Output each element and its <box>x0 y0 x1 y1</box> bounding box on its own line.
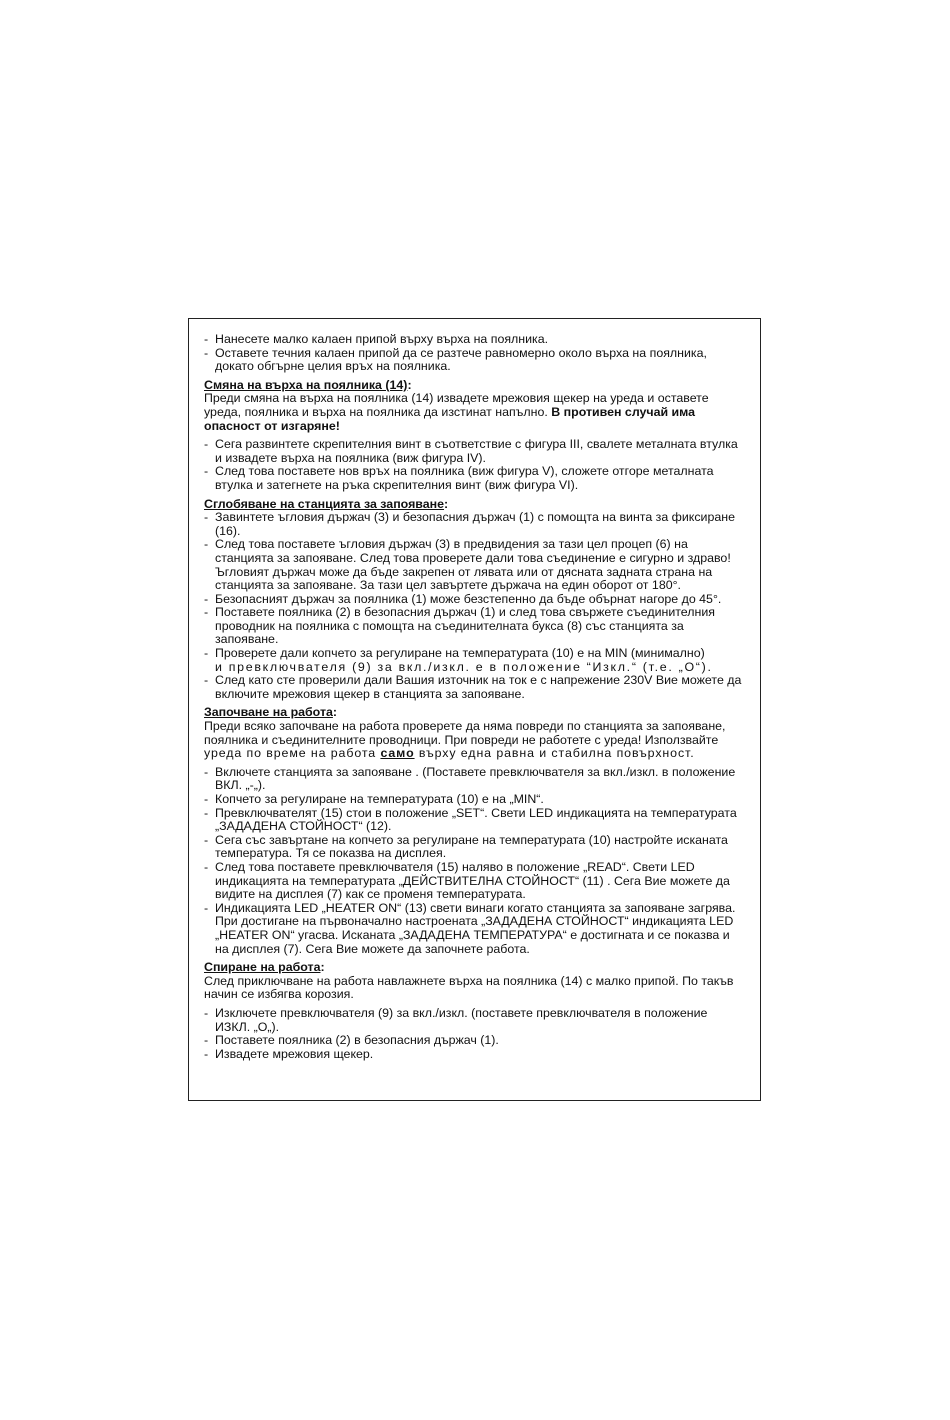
list-item: - Оставете течния калаен припой да се разтече равномерно около върха на поялника, докато обгърне целия връх на поялника. <box>204 345 707 374</box>
list-item: - След това поставете ъгловия държач (3) в предвидения за тази цел процеп (6) на станцията за запояване. След това проверете дали това съединение е сигурно и здраво! Ъгловият държач може да бъде закрепен от лявата или от дясната задната страна на станцията за запояване. За тази цел завъртете държача на един оборот от 180°. <box>204 537 731 593</box>
section-list <box>204 1007 745 1061</box>
section-list <box>204 766 745 956</box>
section-heading: Смяна на върха на поялника (14): <box>204 377 412 392</box>
section-start-work <box>204 706 745 956</box>
list-item: - След това поставете превключвателя (15) наляво в положение „READ“. Свети LED индикацията на температурата „ДЕЙСТВИТЕЛНА СТОЙНОСТ“ (11) . Сега Вие можете да видите на дисплея (7) как се променя температурата. <box>204 859 730 902</box>
paragraph: Преди всяко започване на работа проверете да няма повреди по станцията за запояване, поялника и съединителните проводници. При повреди не работете с уреда! Използвайте уреда по време на работа само върху една равна и стабилна повърхност. <box>204 719 726 761</box>
paragraph: Преди смяна на върха на поялника (14) извадете мрежовия щекер на уреда и оставете уреда, поялника и върха на поялника да изстинат напълно. В противен случай има опасност от изгаряне! <box>204 391 709 433</box>
list-item: - Нанесете малко калаен припой върху върха на поялника. <box>204 332 549 346</box>
list-item: - Извадете мрежовия щекер. <box>204 1046 374 1061</box>
list-item: - Поставете поялника (2) в безопасния държач (1). <box>204 1033 499 1048</box>
paragraph: След приключване на работа навлажнете върха на поялника (14) с малко припой. По такъв начин се избягва корозия. <box>204 973 734 1002</box>
list-item: - След като сте проверили дали Вашия източник на ток е с напрежение 230V Вие можете да включите мрежовия щекер в станцията за запояване. <box>204 673 742 701</box>
list-item: - Безопасният държач за поялника (1) може безстепенно да бъде обърнат нагоре до 45°. <box>204 591 722 606</box>
list-item: - Включете станцията за запояване . (Поставете превключвателя за вкл./изкл. в положение ВКЛ. „-„). <box>204 764 736 793</box>
list-item: - Копчето за регулиране на температурата (10) е на „MIN“. <box>204 792 544 806</box>
section-tip-replacement <box>204 379 745 493</box>
list-item: - Индикацията LED „HEATER ON“ (13) свети винаги когато станцията за запояване загрява. При достигане на първоначално настроената „ЗАДАДЕНА СТОЙНОСТ“ индикацията LED „HEATER ON“ угасва. Исканата „ЗАДАДЕНА ТЕМПЕРАТУРА“ е достигната и се показва и на дисплея (7). Сега Вие можете да започнете работа. <box>204 900 736 956</box>
list-item: - Сега със завъртане на копчето за регулиране на температурата (10) настройте исканата температура. Тя се показва на дисплея. <box>204 832 728 861</box>
section-stop-work <box>204 961 745 1061</box>
list-item: - Завинтете ъгловия държач (3) и безопасния държач (1) с помощта на винта за фиксиране (16). <box>204 510 735 538</box>
list-item: - Сега развинтете скрепителния винт в съответствие с фигура III, свалете металната втулка и извадете върха на поялника (виж фигура IV). <box>204 437 738 465</box>
section-heading: Започване на работа: <box>204 705 338 720</box>
section-heading: Сглобяване на станцията за запояване: <box>204 496 449 511</box>
intro-list <box>204 333 745 374</box>
list-item: - Изключете превключвателя (9) за вкл./изкл. (поставете превключвателя в положение ИЗКЛ. „О„). <box>204 1005 708 1034</box>
warning-text: В противен случай има опасност от изгаряне! <box>204 404 696 433</box>
section-assembly <box>204 498 745 702</box>
list-item: - Поставете поялника (2) в безопасния държач (1) и след това свържете съединителния проводник на поялника с помощта на съединителната букса (8) със станцията за запояване. <box>204 605 715 647</box>
list-item: - Проверете дали копчето за регулиране на температурата (10) е на MIN (минимално) и превключвателя (9) за вкл./изкл. е в положение “Изкл.“ (т.е. „О“). <box>204 646 713 674</box>
manual-page <box>188 318 761 1101</box>
list-item: - Превключвателят (15) стои в положение „SET“. Свети LED индикацията на температурата „ЗАДАДЕНА СТОЙНОСТ“ (12). <box>204 805 737 834</box>
list-item: - След това поставете нов връх на поялника (виж фигура V), сложете отгоре металната втулка и затегнете на ръка скрепителния винт (виж фигура VI). <box>204 464 714 492</box>
section-heading: Спиране на работа: <box>204 960 325 975</box>
section-list <box>204 438 745 492</box>
section-list <box>204 511 745 701</box>
